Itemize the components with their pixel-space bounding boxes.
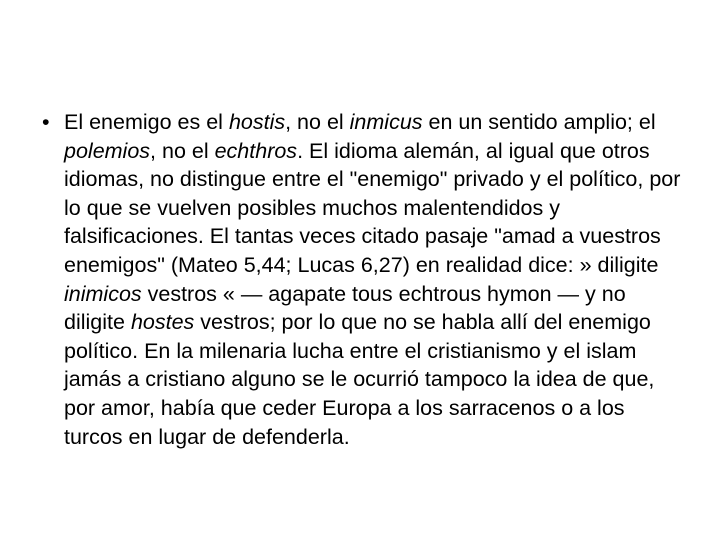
bullet-text: El enemigo es el hostis, no el inmicus en un sentido amplio; el polemios, no el echthros. El idioma alemán, al igual que otros idiomas, no distingue entre el "enemigo" privado y el político, por lo que se vuelven posibles muchos malentendidos y falsificaciones. El tantas veces citado pasaje "amad a vuestros enemigos" (Mateo 5,44; Lucas 6,27) en realidad dice: » diligite inimicos vestros « — agapate tous echtrous hymon — y no diligite hostes vestros; por lo que no se habla allí del enemigo político. En la milenaria lucha entre el cristianismo y el islam jamás a cristiano alguno se le ocurrió tampoco la idea de que, por amor, había que ceder Europa a los sarracenos o a los turcos en lugar de defenderla. bbox=[64, 110, 681, 449]
list-item bbox=[36, 108, 684, 451]
slide-content-placeholder bbox=[36, 108, 684, 451]
bullet-marker: • bbox=[42, 110, 50, 134]
